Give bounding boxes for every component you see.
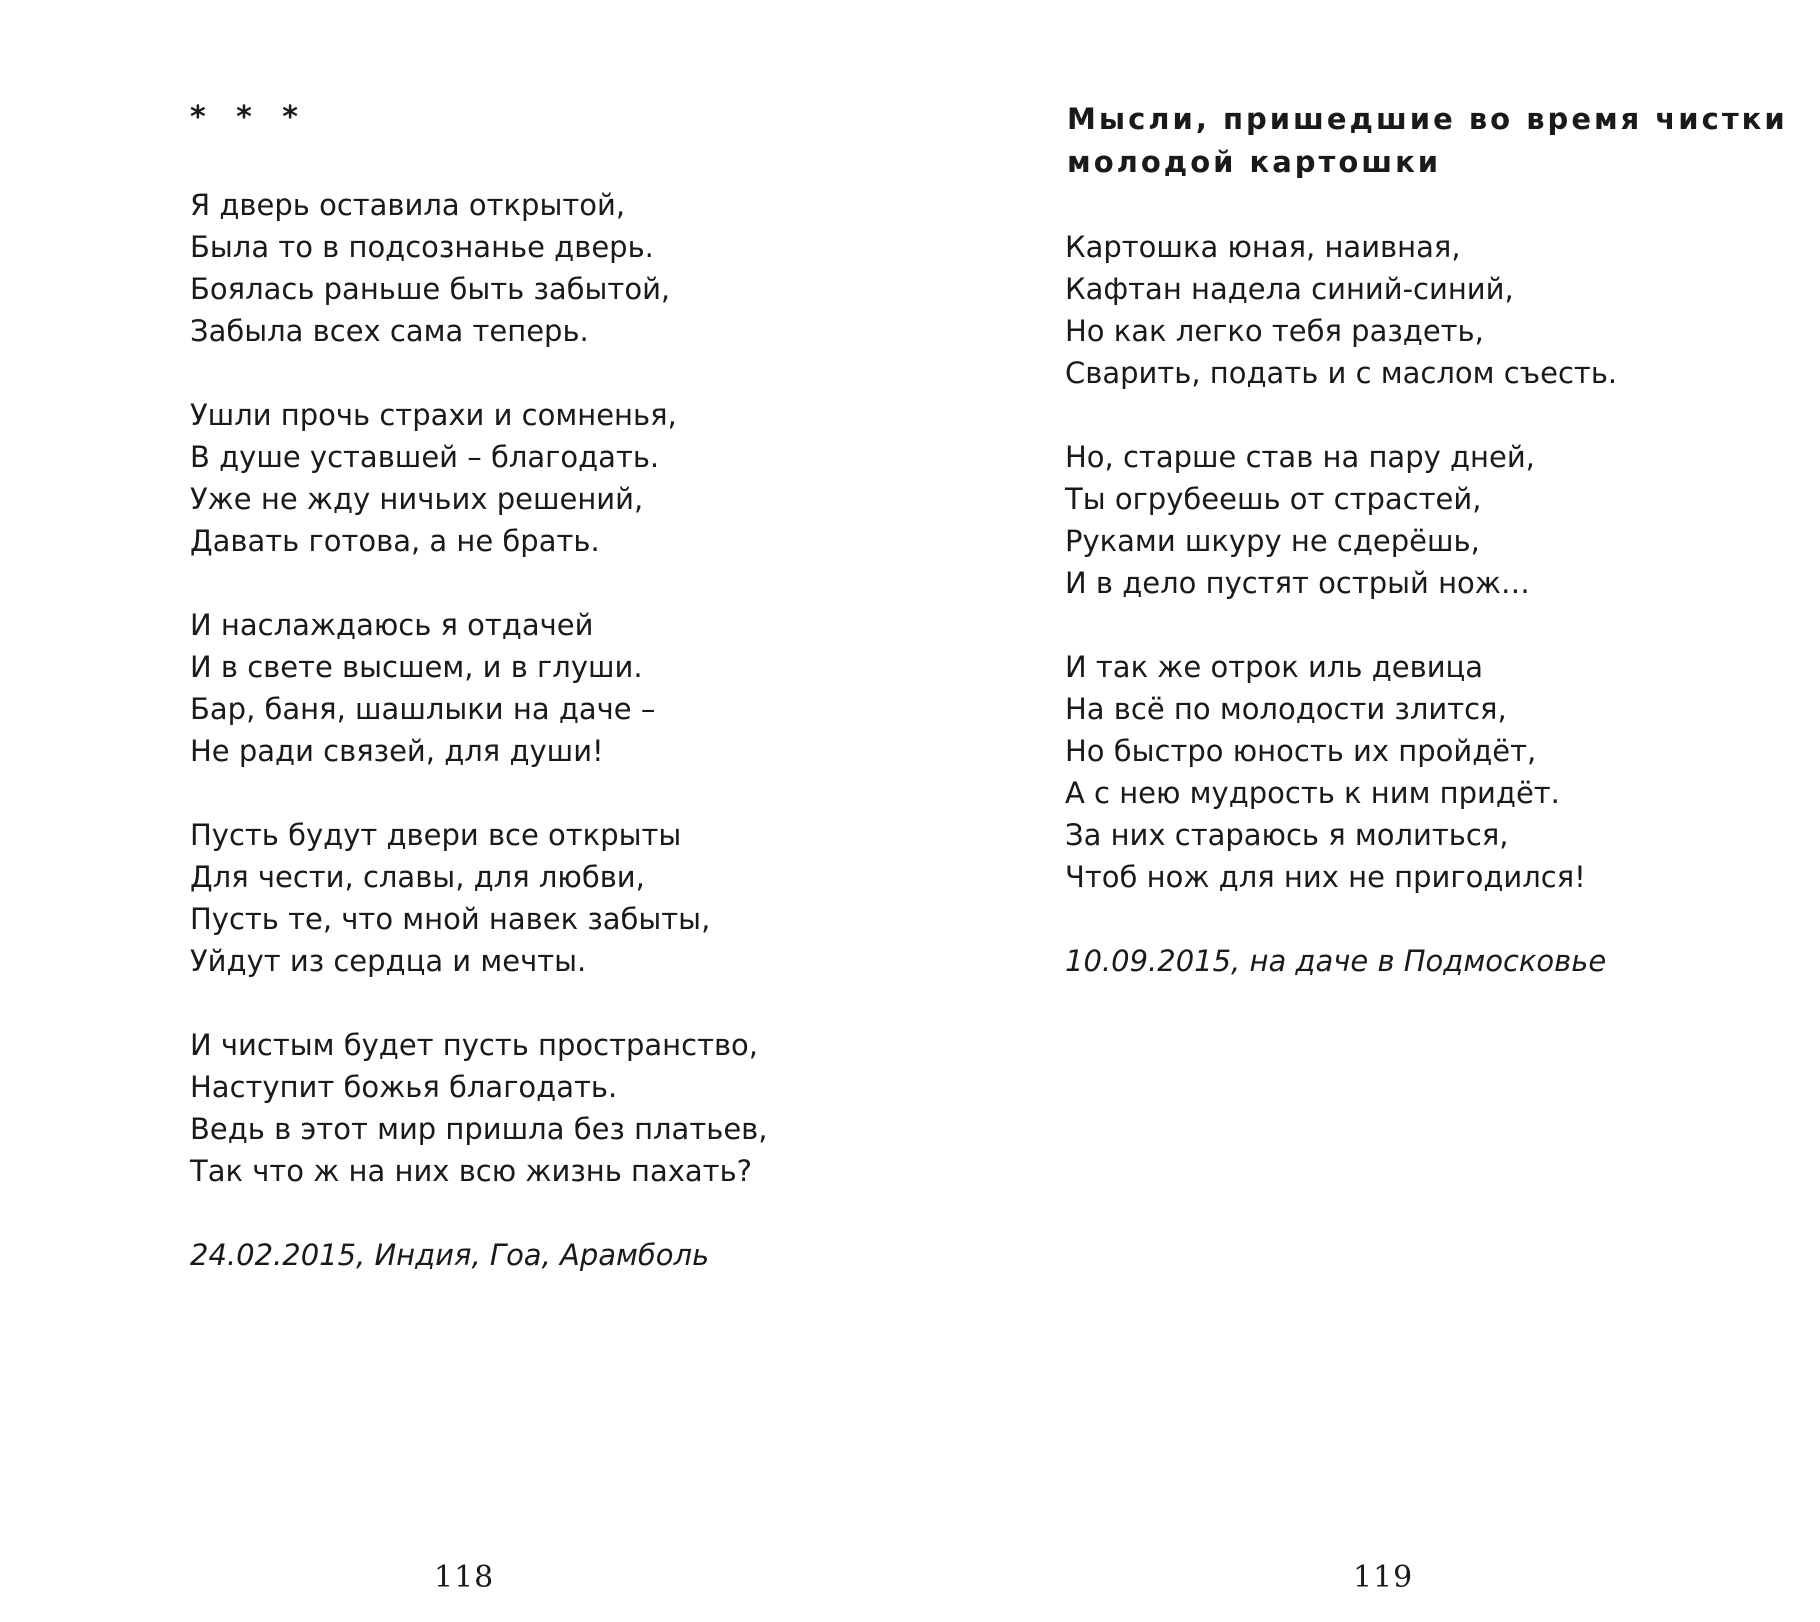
poem-date-place: 10.09.2015, на даче в Подмосковье bbox=[1065, 944, 1607, 978]
page-number: 119 bbox=[1353, 1560, 1414, 1595]
poem-line: И наслаждаюсь я отдачей bbox=[190, 608, 594, 642]
poem-line: Была то в подсознанье дверь. bbox=[190, 230, 654, 264]
poem-line: Чтоб нож для них не пригодился! bbox=[1065, 860, 1586, 894]
poem-line: Давать готова, а не брать. bbox=[190, 524, 600, 558]
poem-line: Наступит божья благодать. bbox=[190, 1070, 618, 1104]
poem-line: Но, старше став на пару дней, bbox=[1065, 440, 1535, 474]
poem-line: Уйдут из сердца и мечты. bbox=[190, 944, 587, 978]
stanza bbox=[1065, 646, 1617, 898]
poem-body bbox=[1065, 226, 1617, 982]
poem-line: Пусть те, что мной навек забыты, bbox=[190, 902, 711, 936]
stanza bbox=[190, 604, 767, 772]
section-break-asterisks: * * * bbox=[190, 100, 308, 135]
poem-line: Бар, баня, шашлыки на даче – bbox=[190, 692, 656, 726]
stanza bbox=[190, 184, 767, 352]
poem-line: Уже не жду ничьих решений, bbox=[190, 482, 644, 516]
poem-line: За них стараюсь я молиться, bbox=[1065, 818, 1509, 852]
stanza bbox=[190, 1024, 767, 1192]
poem-line: Пусть будут двери все открыты bbox=[190, 818, 682, 852]
poem-line: Ты огрубеешь от страстей, bbox=[1065, 482, 1482, 516]
right-page bbox=[910, 0, 1820, 1622]
poem-line: И в дело пустят острый нож… bbox=[1065, 566, 1530, 600]
poem-line: А с нею мудрость к ним придёт. bbox=[1065, 776, 1560, 810]
poem-line: И чистым будет пусть пространство, bbox=[190, 1028, 759, 1062]
poem-line: Забыла всех сама теперь. bbox=[190, 314, 589, 348]
poem-line: Руками шкуру не сдерёшь, bbox=[1065, 524, 1480, 558]
poem-title-line: молодой картошки bbox=[1067, 145, 1442, 179]
stanza bbox=[1065, 436, 1617, 604]
poem-title bbox=[1067, 98, 1788, 184]
poem-line: Для чести, славы, для любви, bbox=[190, 860, 645, 894]
poem-line: Боялась раньше быть забытой, bbox=[190, 272, 671, 306]
poem-line: Но быстро юность их пройдёт, bbox=[1065, 734, 1537, 768]
poem-title-line: Мысли, пришедшие во время чистки bbox=[1067, 102, 1788, 136]
poem-line: Ведь в этот мир пришла без платьев, bbox=[190, 1112, 768, 1146]
poem-line: Картошка юная, наивная, bbox=[1065, 230, 1461, 264]
poem-line: Ушли прочь страхи и сомненья, bbox=[190, 398, 677, 432]
poem-line: Не ради связей, для души! bbox=[190, 734, 604, 768]
poem-date-place: 24.02.2015, Индия, Гоа, Арамболь bbox=[190, 1238, 710, 1272]
poem-line: И так же отрок иль девица bbox=[1065, 650, 1484, 684]
poem-line: Кафтан надела синий-синий, bbox=[1065, 272, 1514, 306]
poem-line: На всё по молодости злится, bbox=[1065, 692, 1507, 726]
stanza bbox=[190, 814, 767, 982]
poem-body bbox=[190, 184, 767, 1276]
poem-line: В душе уставшей – благодать. bbox=[190, 440, 660, 474]
stanza bbox=[190, 394, 767, 562]
poem-line: И в свете высшем, и в глуши. bbox=[190, 650, 643, 684]
poem-line: Я дверь оставила открытой, bbox=[190, 188, 626, 222]
stanza bbox=[1065, 226, 1617, 394]
poem-line: Но как легко тебя раздеть, bbox=[1065, 314, 1484, 348]
poem-line: Так что ж на них всю жизнь пахать? bbox=[190, 1154, 753, 1188]
poem-line: Сварить, подать и с маслом съесть. bbox=[1065, 356, 1618, 390]
page-number: 118 bbox=[434, 1560, 495, 1595]
